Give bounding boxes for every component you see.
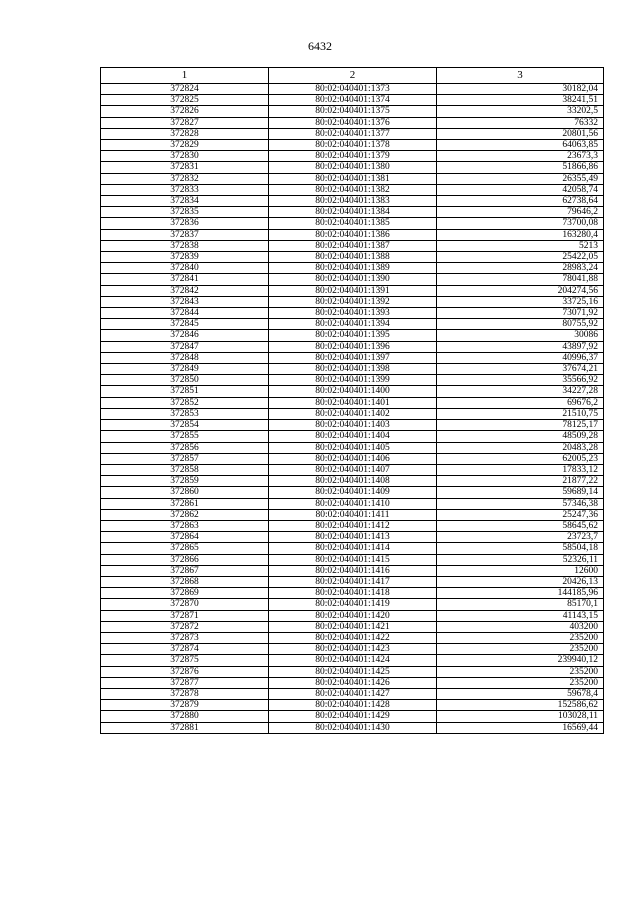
- value-cell: 21877,22: [437, 476, 604, 487]
- table-row: [101, 364, 604, 375]
- row-number-cell: 372848: [101, 352, 269, 363]
- table-row: [101, 173, 604, 184]
- row-number-cell: 372831: [101, 162, 269, 173]
- table-row: [101, 588, 604, 599]
- row-number-cell: 372864: [101, 532, 269, 543]
- table-row: [101, 610, 604, 621]
- value-cell: 78041,88: [437, 274, 604, 285]
- row-number-cell: 372860: [101, 487, 269, 498]
- column-header-3: 3: [437, 68, 604, 84]
- value-cell: 28983,24: [437, 263, 604, 274]
- value-cell: 20483,28: [437, 442, 604, 453]
- cadastral-number-cell: 80:02:040401:1407: [269, 464, 437, 475]
- cadastral-number-cell: 80:02:040401:1391: [269, 285, 437, 296]
- row-number-cell: 372863: [101, 520, 269, 531]
- row-number-cell: 372854: [101, 420, 269, 431]
- table-row: [101, 677, 604, 688]
- row-number-cell: 372852: [101, 397, 269, 408]
- row-number-cell: 372857: [101, 453, 269, 464]
- row-number-cell: 372825: [101, 95, 269, 106]
- row-number-cell: 372840: [101, 263, 269, 274]
- column-header-1: 1: [101, 68, 269, 84]
- row-number-cell: 372834: [101, 196, 269, 207]
- value-cell: 403200: [437, 621, 604, 632]
- table-row: [101, 207, 604, 218]
- cadastral-number-cell: 80:02:040401:1404: [269, 431, 437, 442]
- data-table: [100, 67, 604, 734]
- value-cell: 37674,21: [437, 364, 604, 375]
- row-number-cell: 372861: [101, 498, 269, 509]
- table-row: [101, 688, 604, 699]
- row-number-cell: 372856: [101, 442, 269, 453]
- cadastral-number-cell: 80:02:040401:1374: [269, 95, 437, 106]
- cadastral-number-cell: 80:02:040401:1417: [269, 576, 437, 587]
- row-number-cell: 372876: [101, 666, 269, 677]
- cadastral-number-cell: 80:02:040401:1428: [269, 700, 437, 711]
- cadastral-number-cell: 80:02:040401:1396: [269, 341, 437, 352]
- value-cell: 85170,1: [437, 599, 604, 610]
- value-cell: 58645,62: [437, 520, 604, 531]
- table-row: [101, 543, 604, 554]
- value-cell: 62005,23: [437, 453, 604, 464]
- row-number-cell: 372847: [101, 341, 269, 352]
- value-cell: 235200: [437, 644, 604, 655]
- table-row: [101, 711, 604, 722]
- cadastral-number-cell: 80:02:040401:1419: [269, 599, 437, 610]
- cadastral-number-cell: 80:02:040401:1427: [269, 688, 437, 699]
- table-row: [101, 263, 604, 274]
- value-cell: 78125,17: [437, 420, 604, 431]
- table-row: [101, 420, 604, 431]
- table-row: [101, 140, 604, 151]
- value-cell: 25422,05: [437, 252, 604, 263]
- cadastral-number-cell: 80:02:040401:1409: [269, 487, 437, 498]
- row-number-cell: 372842: [101, 285, 269, 296]
- row-number-cell: 372853: [101, 408, 269, 419]
- row-number-cell: 372872: [101, 621, 269, 632]
- table-row: [101, 554, 604, 565]
- value-cell: 26355,49: [437, 173, 604, 184]
- row-number-cell: 372850: [101, 375, 269, 386]
- cadastral-number-cell: 80:02:040401:1410: [269, 498, 437, 509]
- table-row: [101, 229, 604, 240]
- value-cell: 59689,14: [437, 487, 604, 498]
- row-number-cell: 372839: [101, 252, 269, 263]
- value-cell: 12600: [437, 565, 604, 576]
- cadastral-number-cell: 80:02:040401:1387: [269, 240, 437, 251]
- cadastral-number-cell: 80:02:040401:1429: [269, 711, 437, 722]
- value-cell: 17833,12: [437, 464, 604, 475]
- table-row: [101, 151, 604, 162]
- table-row: [101, 285, 604, 296]
- table-row: [101, 520, 604, 531]
- value-cell: 43897,92: [437, 341, 604, 352]
- cadastral-number-cell: 80:02:040401:1383: [269, 196, 437, 207]
- table-body: [101, 84, 604, 734]
- cadastral-number-cell: 80:02:040401:1385: [269, 218, 437, 229]
- value-cell: 204274,56: [437, 285, 604, 296]
- row-number-cell: 372832: [101, 173, 269, 184]
- cadastral-number-cell: 80:02:040401:1415: [269, 554, 437, 565]
- table-row: [101, 330, 604, 341]
- row-number-cell: 372826: [101, 106, 269, 117]
- cadastral-number-cell: 80:02:040401:1384: [269, 207, 437, 218]
- cadastral-number-cell: 80:02:040401:1405: [269, 442, 437, 453]
- row-number-cell: 372835: [101, 207, 269, 218]
- table-row: [101, 476, 604, 487]
- value-cell: 34227,28: [437, 386, 604, 397]
- table-row: [101, 599, 604, 610]
- row-number-cell: 372836: [101, 218, 269, 229]
- row-number-cell: 372855: [101, 431, 269, 442]
- cadastral-number-cell: 80:02:040401:1399: [269, 375, 437, 386]
- value-cell: 35566,92: [437, 375, 604, 386]
- value-cell: 40996,37: [437, 352, 604, 363]
- table-row: [101, 375, 604, 386]
- value-cell: 5213: [437, 240, 604, 251]
- value-cell: 57346,38: [437, 498, 604, 509]
- row-number-cell: 372829: [101, 140, 269, 151]
- table-row: [101, 308, 604, 319]
- table-row: [101, 666, 604, 677]
- cadastral-number-cell: 80:02:040401:1430: [269, 722, 437, 733]
- value-cell: 103028,11: [437, 711, 604, 722]
- row-number-cell: 372880: [101, 711, 269, 722]
- value-cell: 58504,18: [437, 543, 604, 554]
- cadastral-number-cell: 80:02:040401:1403: [269, 420, 437, 431]
- row-number-cell: 372879: [101, 700, 269, 711]
- cadastral-number-cell: 80:02:040401:1416: [269, 565, 437, 576]
- value-cell: 239940,12: [437, 655, 604, 666]
- table-row: [101, 95, 604, 106]
- row-number-cell: 372858: [101, 464, 269, 475]
- row-number-cell: 372866: [101, 554, 269, 565]
- row-number-cell: 372851: [101, 386, 269, 397]
- table-row: [101, 162, 604, 173]
- cadastral-number-cell: 80:02:040401:1420: [269, 610, 437, 621]
- table-row: [101, 274, 604, 285]
- cadastral-number-cell: 80:02:040401:1375: [269, 106, 437, 117]
- row-number-cell: 372846: [101, 330, 269, 341]
- value-cell: 152586,62: [437, 700, 604, 711]
- column-header-2: 2: [269, 68, 437, 84]
- value-cell: 64063,85: [437, 140, 604, 151]
- table-row: [101, 532, 604, 543]
- value-cell: 52326,11: [437, 554, 604, 565]
- table-row: [101, 655, 604, 666]
- row-number-cell: 372849: [101, 364, 269, 375]
- row-number-cell: 372845: [101, 319, 269, 330]
- table-row: [101, 84, 604, 95]
- row-number-cell: 372874: [101, 644, 269, 655]
- row-number-cell: 372875: [101, 655, 269, 666]
- cadastral-number-cell: 80:02:040401:1382: [269, 184, 437, 195]
- value-cell: 41143,15: [437, 610, 604, 621]
- table-row: [101, 621, 604, 632]
- table-row: [101, 498, 604, 509]
- cadastral-number-cell: 80:02:040401:1411: [269, 509, 437, 520]
- table-row: [101, 453, 604, 464]
- cadastral-number-cell: 80:02:040401:1394: [269, 319, 437, 330]
- table-row: [101, 487, 604, 498]
- cadastral-number-cell: 80:02:040401:1402: [269, 408, 437, 419]
- value-cell: 16569,44: [437, 722, 604, 733]
- cadastral-number-cell: 80:02:040401:1406: [269, 453, 437, 464]
- row-number-cell: 372827: [101, 117, 269, 128]
- table-row: [101, 442, 604, 453]
- row-number-cell: 372877: [101, 677, 269, 688]
- cadastral-number-cell: 80:02:040401:1389: [269, 263, 437, 274]
- cadastral-number-cell: 80:02:040401:1422: [269, 632, 437, 643]
- row-number-cell: 372843: [101, 296, 269, 307]
- row-number-cell: 372828: [101, 128, 269, 139]
- table-row: [101, 431, 604, 442]
- value-cell: 76332: [437, 117, 604, 128]
- table-row: [101, 576, 604, 587]
- value-cell: 21510,75: [437, 408, 604, 419]
- cadastral-number-cell: 80:02:040401:1425: [269, 666, 437, 677]
- cadastral-number-cell: 80:02:040401:1381: [269, 173, 437, 184]
- cadastral-number-cell: 80:02:040401:1397: [269, 352, 437, 363]
- row-number-cell: 372830: [101, 151, 269, 162]
- table-row: [101, 565, 604, 576]
- cadastral-number-cell: 80:02:040401:1414: [269, 543, 437, 554]
- value-cell: 79646,2: [437, 207, 604, 218]
- cadastral-number-cell: 80:02:040401:1390: [269, 274, 437, 285]
- row-number-cell: 372881: [101, 722, 269, 733]
- row-number-cell: 372862: [101, 509, 269, 520]
- cadastral-number-cell: 80:02:040401:1424: [269, 655, 437, 666]
- row-number-cell: 372873: [101, 632, 269, 643]
- cadastral-number-cell: 80:02:040401:1392: [269, 296, 437, 307]
- table-row: [101, 184, 604, 195]
- table-row: [101, 128, 604, 139]
- row-number-cell: 372859: [101, 476, 269, 487]
- row-number-cell: 372865: [101, 543, 269, 554]
- row-number-cell: 372878: [101, 688, 269, 699]
- value-cell: 48509,28: [437, 431, 604, 442]
- value-cell: 33202,5: [437, 106, 604, 117]
- table-row: [101, 196, 604, 207]
- cadastral-number-cell: 80:02:040401:1395: [269, 330, 437, 341]
- table-row: [101, 319, 604, 330]
- value-cell: 163280,4: [437, 229, 604, 240]
- row-number-cell: 372838: [101, 240, 269, 251]
- row-number-cell: 372837: [101, 229, 269, 240]
- cadastral-number-cell: 80:02:040401:1400: [269, 386, 437, 397]
- row-number-cell: 372868: [101, 576, 269, 587]
- cadastral-number-cell: 80:02:040401:1378: [269, 140, 437, 151]
- cadastral-number-cell: 80:02:040401:1401: [269, 397, 437, 408]
- value-cell: 23673,3: [437, 151, 604, 162]
- value-cell: 20801,56: [437, 128, 604, 139]
- row-number-cell: 372841: [101, 274, 269, 285]
- value-cell: 235200: [437, 666, 604, 677]
- table-row: [101, 644, 604, 655]
- table-row: [101, 252, 604, 263]
- row-number-cell: 372871: [101, 610, 269, 621]
- cadastral-number-cell: 80:02:040401:1413: [269, 532, 437, 543]
- value-cell: 33725,16: [437, 296, 604, 307]
- table-header-row: [101, 68, 604, 84]
- table-row: [101, 408, 604, 419]
- value-cell: 20426,13: [437, 576, 604, 587]
- value-cell: 80755,92: [437, 319, 604, 330]
- value-cell: 51866,86: [437, 162, 604, 173]
- table-row: [101, 722, 604, 733]
- table-row: [101, 700, 604, 711]
- cadastral-number-cell: 80:02:040401:1379: [269, 151, 437, 162]
- row-number-cell: 372833: [101, 184, 269, 195]
- cadastral-number-cell: 80:02:040401:1376: [269, 117, 437, 128]
- table-row: [101, 218, 604, 229]
- value-cell: 62738,64: [437, 196, 604, 207]
- cadastral-number-cell: 80:02:040401:1377: [269, 128, 437, 139]
- value-cell: 73700,08: [437, 218, 604, 229]
- cadastral-number-cell: 80:02:040401:1412: [269, 520, 437, 531]
- value-cell: 69676,2: [437, 397, 604, 408]
- page-number: 6432: [308, 39, 332, 53]
- value-cell: 38241,51: [437, 95, 604, 106]
- value-cell: 144185,96: [437, 588, 604, 599]
- cadastral-number-cell: 80:02:040401:1426: [269, 677, 437, 688]
- table-row: [101, 464, 604, 475]
- table-row: [101, 106, 604, 117]
- value-cell: 42058,74: [437, 184, 604, 195]
- value-cell: 23723,7: [437, 532, 604, 543]
- row-number-cell: 372870: [101, 599, 269, 610]
- value-cell: 235200: [437, 677, 604, 688]
- row-number-cell: 372844: [101, 308, 269, 319]
- cadastral-number-cell: 80:02:040401:1418: [269, 588, 437, 599]
- table-row: [101, 296, 604, 307]
- table-row: [101, 117, 604, 128]
- cadastral-number-cell: 80:02:040401:1388: [269, 252, 437, 263]
- value-cell: 59678,4: [437, 688, 604, 699]
- cadastral-number-cell: 80:02:040401:1386: [269, 229, 437, 240]
- value-cell: 235200: [437, 632, 604, 643]
- row-number-cell: 372869: [101, 588, 269, 599]
- table-row: [101, 397, 604, 408]
- value-cell: 25247,36: [437, 509, 604, 520]
- table-row: [101, 341, 604, 352]
- table-row: [101, 386, 604, 397]
- table-row: [101, 240, 604, 251]
- value-cell: 30182,04: [437, 84, 604, 95]
- table-row: [101, 509, 604, 520]
- value-cell: 73071,92: [437, 308, 604, 319]
- cadastral-number-cell: 80:02:040401:1408: [269, 476, 437, 487]
- row-number-cell: 372824: [101, 84, 269, 95]
- cadastral-number-cell: 80:02:040401:1421: [269, 621, 437, 632]
- row-number-cell: 372867: [101, 565, 269, 576]
- table-row: [101, 352, 604, 363]
- table-row: [101, 632, 604, 643]
- cadastral-number-cell: 80:02:040401:1398: [269, 364, 437, 375]
- value-cell: 30086: [437, 330, 604, 341]
- cadastral-number-cell: 80:02:040401:1380: [269, 162, 437, 173]
- cadastral-number-cell: 80:02:040401:1423: [269, 644, 437, 655]
- cadastral-number-cell: 80:02:040401:1373: [269, 84, 437, 95]
- cadastral-number-cell: 80:02:040401:1393: [269, 308, 437, 319]
